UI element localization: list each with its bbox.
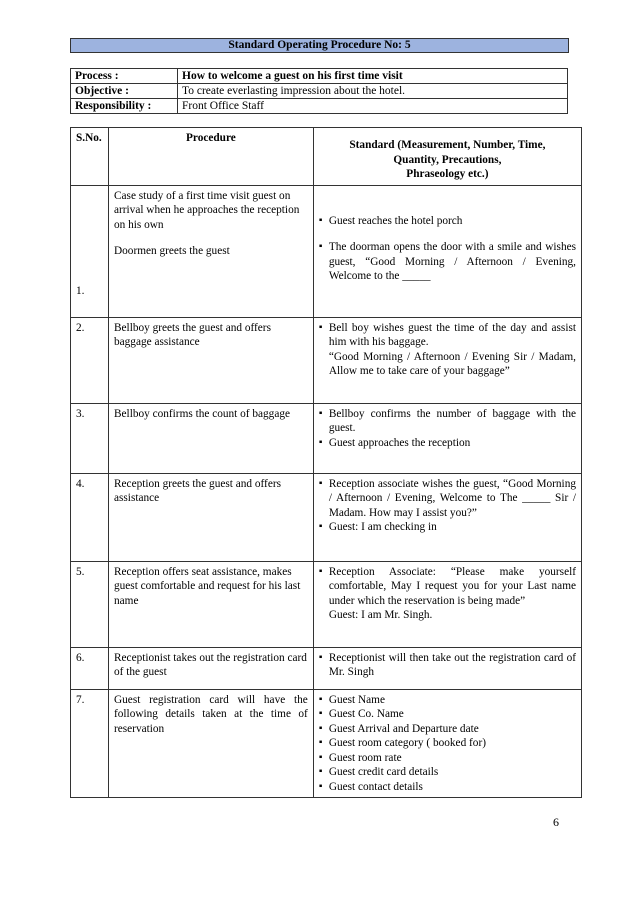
row-standard bbox=[313, 689, 581, 798]
guest-reply-text: Guest: I am Mr. Singh. bbox=[328, 609, 433, 621]
procedure-table bbox=[70, 127, 582, 798]
row-procedure: Reception offers seat assistance, makes guest comfortable and request for his last name bbox=[109, 561, 314, 647]
list-item: ▪ Guest Co. Name bbox=[319, 707, 576, 722]
header-standard bbox=[313, 128, 581, 186]
row-procedure bbox=[109, 185, 314, 317]
row-number: 7. bbox=[71, 689, 109, 798]
table-row bbox=[71, 317, 582, 403]
list-item: ▪ Guest room category ( booked for) bbox=[319, 736, 576, 751]
page-number: 6 bbox=[553, 815, 559, 829]
standard-list bbox=[319, 321, 576, 350]
header-standard-line: Standard (Measurement, Number, Time, bbox=[349, 139, 546, 151]
standard-list bbox=[319, 693, 576, 795]
meta-key: Responsibility : bbox=[71, 99, 178, 114]
row-number: 5. bbox=[71, 561, 109, 647]
list-item: ▪ Guest approaches the reception bbox=[319, 436, 576, 451]
table-row bbox=[71, 473, 582, 561]
list-item: ▪ Guest: I am checking in bbox=[319, 520, 576, 535]
row-procedure: Guest registration card will have the following details taken at the time of reservation bbox=[109, 689, 314, 798]
row-standard bbox=[313, 185, 581, 317]
header-procedure: Procedure bbox=[109, 128, 314, 186]
list-item: ▪ Reception associate wishes the guest, “Good Morning / Afternoon / Evening, Welcome to The _____ Sir / Madam. How may I assist you?” bbox=[319, 477, 576, 521]
standard-list bbox=[319, 565, 576, 609]
row-number: 3. bbox=[71, 403, 109, 473]
header-sno: S.No. bbox=[71, 128, 109, 186]
table-row bbox=[71, 561, 582, 647]
meta-row-responsibility bbox=[71, 99, 568, 114]
row-procedure: Reception greets the guest and offers assistance bbox=[109, 473, 314, 561]
phrase-text: “Good Morning / Afternoon / Evening Sir / Madam, Allow me to take care of your baggage” bbox=[328, 350, 576, 377]
list-item: ▪ Receptionist will then take out the registration card of Mr. Singh bbox=[319, 651, 576, 680]
list-item: ▪ Guest contact details bbox=[319, 780, 576, 795]
meta-key: Process : bbox=[71, 69, 178, 84]
row-number: 4. bbox=[71, 473, 109, 561]
case-study-text: Case study of a first time visit guest on arrival when he approaches the reception on his own bbox=[114, 189, 300, 231]
list-item: ▪ Bellboy confirms the number of baggage with the guest. bbox=[319, 407, 576, 436]
list-item: ▪ Guest room rate bbox=[319, 751, 576, 766]
meta-value: How to welcome a guest on his first time visit bbox=[178, 69, 568, 84]
list-item: ▪ Reception Associate: “Please make yourself comfortable, May I request you for your Last name under which the reservation is being made” bbox=[319, 565, 576, 609]
row-procedure: Receptionist takes out the registration card of the guest bbox=[109, 647, 314, 689]
row-standard bbox=[313, 561, 581, 647]
standard-list bbox=[319, 214, 576, 284]
procedure-text: Doormen greets the guest bbox=[114, 245, 230, 257]
row-standard bbox=[313, 473, 581, 561]
meta-row-objective bbox=[71, 84, 568, 99]
list-item: ▪ Guest Name bbox=[319, 693, 576, 708]
header-standard-line: Phraseology etc.) bbox=[406, 168, 489, 180]
table-row bbox=[71, 647, 582, 689]
list-item: ▪ Guest credit card details bbox=[319, 765, 576, 780]
header-standard-line: Quantity, Precautions, bbox=[393, 153, 502, 166]
table-row bbox=[71, 185, 582, 317]
meta-table bbox=[70, 68, 568, 114]
row-number: 1. bbox=[71, 185, 109, 317]
list-item: ▪ Bell boy wishes guest the time of the day and assist him with his baggage. bbox=[319, 321, 576, 350]
table-row bbox=[71, 689, 582, 798]
standard-list bbox=[319, 407, 576, 451]
row-standard bbox=[313, 647, 581, 689]
standard-list bbox=[319, 477, 576, 535]
sop-title: Standard Operating Procedure No: 5 bbox=[70, 38, 569, 53]
row-standard bbox=[313, 403, 581, 473]
table-header-row bbox=[71, 128, 582, 186]
meta-value: Front Office Staff bbox=[178, 99, 568, 114]
row-number: 2. bbox=[71, 317, 109, 403]
standard-list bbox=[319, 651, 576, 680]
list-item: ▪ The doorman opens the door with a smile and wishes guest, “Good Morning / Afternoon / Evening, Welcome to the _____ bbox=[319, 240, 576, 284]
meta-value: To create everlasting impression about the hotel. bbox=[178, 84, 568, 99]
row-standard bbox=[313, 317, 581, 403]
row-number: 6. bbox=[71, 647, 109, 689]
row-procedure: Bellboy confirms the count of baggage bbox=[109, 403, 314, 473]
row-procedure: Bellboy greets the guest and offers baggage assistance bbox=[109, 317, 314, 403]
meta-row-process bbox=[71, 69, 568, 84]
table-row bbox=[71, 403, 582, 473]
meta-key: Objective : bbox=[71, 84, 178, 99]
list-item: ▪ Guest reaches the hotel porch bbox=[319, 214, 576, 229]
list-item: ▪ Guest Arrival and Departure date bbox=[319, 722, 576, 737]
